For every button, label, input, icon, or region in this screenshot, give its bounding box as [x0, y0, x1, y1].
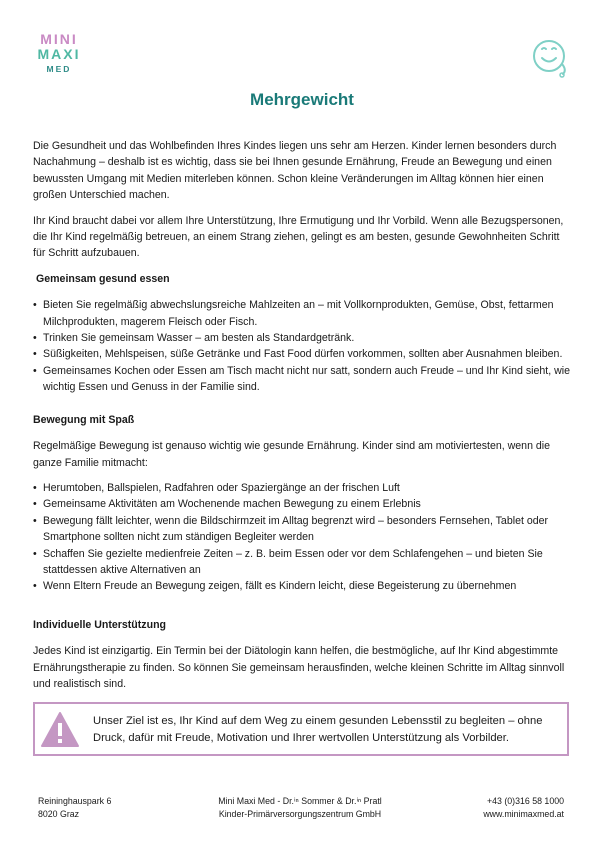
footer-contact: [483, 795, 564, 821]
list-item: • Wenn Eltern Freude an Bewegung zeigen, fällt es Kindern leicht, diese Begeisterung zu übernehmen: [33, 578, 571, 594]
notice-box: [33, 702, 569, 756]
intro-paragraph-2: Ihr Kind braucht dabei vor allem Ihre Unterstützung, Ihre Ermutigung und Ihr Vorbild. Wenn alle Bezugspersonen, die Ihr Kind regelmäßig betreuen, an einem Strang ziehen, gelingt es am besten, gesunde Gewohnheiten Schritt für Schritt aufzubauen.: [33, 214, 564, 260]
footer-company-line2: Kinder-Primärversorgungszentrum GmbH: [218, 809, 382, 819]
list-bewegung: [33, 480, 571, 595]
list-item: • Herumtoben, Ballspielen, Radfahren oder Spaziergänge an der frischen Luft: [33, 480, 571, 496]
section-heading-essen: Gemeinsam gesund essen: [36, 272, 170, 285]
list-item: • Gemeinsames Kochen oder Essen am Tisch macht nicht nur satt, sondern auch Freude – und Ihr Kind sieht, wie wichtig Essen und Genuss in der Familie sind.: [33, 363, 571, 396]
footer-company-line1: Mini Maxi Med - Dr.ⁱⁿ Sommer & Dr.ⁱⁿ Pratl: [218, 796, 382, 806]
warning-icon: [39, 709, 81, 751]
page-title: Mehrgewicht: [250, 90, 354, 109]
logo-maxi: MAXI: [37, 46, 81, 62]
logo-med: MED: [46, 64, 72, 74]
section-heading-bewegung: Bewegung mit Spaß: [33, 413, 135, 426]
list-item: • Süßigkeiten, Mehlspeisen, süße Getränke und Fast Food dürfen vorkommen, sollten aber Ausnahmen bleiben.: [33, 346, 571, 362]
list-essen: [33, 297, 571, 395]
smiley-stethoscope-icon: [527, 34, 571, 78]
list-item: • Schaffen Sie gezielte medienfreie Zeiten – z. B. beim Essen oder vor dem Schlafengehen – und bieten Sie stattdessen aktive Alternativen an: [33, 546, 571, 579]
footer-address: [38, 795, 111, 821]
list-item: • Bewegung fällt leichter, wenn die Bildschirmzeit im Alltag begrenzt wird – besonders Fernsehen, Tablet oder Smartphone sollten nicht zum ständigen Begleiter werden: [33, 513, 571, 546]
intro-paragraph-1: Die Gesundheit und das Wohlbefinden Ihres Kindes liegen uns sehr am Herzen. Kinder lernen besonders durch Nachahmung – deshalb ist es wichtig, dass sie bei Ihnen gesunde Ernährung, Freude an Bewegung und einen bewussten Umgang mit Medien miterleben können. Schon kleine Veränderungen im Alltag können hier einen großen Unterschied machen.: [33, 140, 557, 202]
content: [33, 138, 571, 701]
bewegung-intro: Regelmäßige Bewegung ist genauso wichtig wie gesunde Ernährung. Kinder sind am motiviertesten, wenn die ganze Familie mitmacht:: [33, 440, 551, 469]
section-heading-unterstuetzung: Individuelle Unterstützung: [33, 618, 167, 631]
logo-mini: MINI: [40, 31, 78, 47]
list-item: • Gemeinsame Aktivitäten am Wochenende machen Bewegung zu einem Erlebnis: [33, 496, 571, 512]
logo: [36, 32, 82, 77]
list-item: • Trinken Sie gemeinsam Wasser – am besten als Standardgetränk.: [33, 330, 571, 346]
footer-web-link[interactable]: www.minimaxmed.at: [483, 809, 564, 819]
footer-address-line2: 8020 Graz: [38, 809, 80, 819]
footer-phone: +43 (0)316 58 1000: [486, 796, 564, 806]
notice-text: Unser Ziel ist es, Ihr Kind auf dem Weg zu einem gesunden Lebensstil zu begleiten – ohne Druck, dafür mit Freude, Motivation und Ihrer wertvollen Unterstützung als Vorbilder.: [93, 715, 543, 744]
list-item: • Bieten Sie regelmäßig abwechslungsreiche Mahlzeiten an – mit Vollkornprodukten, Gemüse, Obst, fettarmen Milchprodukten, magerem Fleisch oder Fisch.: [33, 297, 571, 330]
unterstuetzung-text: Jedes Kind ist einzigartig. Ein Termin bei der Diätologin kann helfen, die bestmögliche, auf Ihr Kind abgestimmte Ernährungstherapie zu finden. So können Sie gemeinsam herausfinden, welche kleinen Schritte im Alltag sinnvoll und realistisch sind.: [33, 645, 565, 690]
footer-address-line1: Reininghauspark 6: [38, 796, 112, 806]
footer-company: [160, 795, 440, 821]
